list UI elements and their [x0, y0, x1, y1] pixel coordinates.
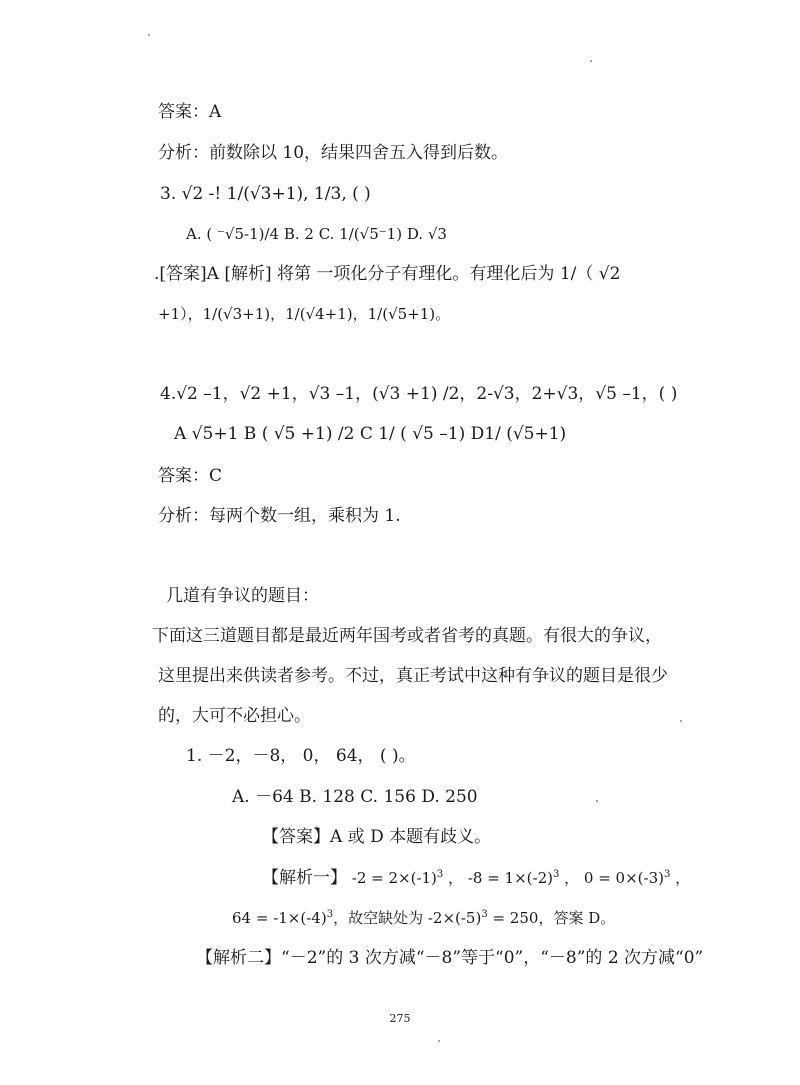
disputed-question-1-options: A. －64 B. 128 C. 156 D. 250: [232, 787, 478, 807]
question-4-options: A √5+1 B ( √5 +1) /2 C 1/ ( √5 –1) D1/ (√5+1): [174, 424, 567, 444]
solution-one-line-1: [262, 866, 690, 890]
question-3-options: A. ( ⁻√5-1)/4 B. 2 C. 1/(√5⁻1) D. √3: [186, 225, 447, 243]
intro-paragraph-line-2: 这里提出来供读者参考。不过，真正考试中这种有争议的题目是很少: [158, 666, 668, 686]
disputed-question-1-answer: 【答案】A 或 D 本题有歧义。: [262, 827, 492, 847]
question-3-answer: .[答案]A [解析] 将第 一项化分子有理化。有理化后为 1/（ √2: [154, 264, 621, 284]
solution-two-line-1: 【解析二】“－2”的 3 次方减“－8”等于“0”，“－8”的 2 次方减“0”: [196, 948, 704, 968]
question-3: 3. √2 -! 1/(√3+1), 1/3, ( ): [160, 184, 371, 204]
scan-speck: [596, 800, 598, 802]
scan-speck: [590, 60, 592, 62]
disputed-question-1: 1. －2，－8， 0， 64， ( )。: [186, 746, 416, 766]
scan-speck: [438, 1040, 440, 1042]
scan-speck: [148, 34, 150, 36]
page-number: 275: [389, 1012, 411, 1025]
scan-speck: [680, 720, 682, 722]
analysis-line-1: 分析：前数除以 10，结果四舍五入得到后数。: [158, 143, 509, 163]
intro-paragraph-line-3: 的，大可不必担心。: [158, 706, 311, 726]
analysis-line-2: 分析：每两个数一组，乘积为 1.: [158, 506, 401, 526]
equation-neg2: $-2 = 2\times(-1)^3$ ， $-8 = 1\times(-2)^3$ ， $0 = 0\times(-3)^3$ ，: [347, 869, 691, 887]
section-heading: 几道有争议的题目：: [166, 586, 319, 606]
question-3-answer-cont: +1），1/(√3+1)，1/(√4+1)，1/(√5+1)。: [158, 305, 451, 323]
solution-one-label: 【解析一】: [262, 868, 347, 888]
intro-paragraph-line-1: 下面这三道题目都是最近两年国考或者省考的真题。有很大的争议，: [152, 626, 662, 646]
answer-line-a: 答案：A: [158, 102, 222, 122]
question-4: 4.√2 –1，√2 +1，√3 –1，(√3 +1) /2，2-√3，2+√3，√5 –1，( ): [160, 384, 678, 404]
answer-line-c: 答案：C: [158, 466, 223, 486]
solution-one-line-2: $64 = -1\times(-4)^3$，故空缺处为 $-2\times(-5)^3 = 250$，答案 D。: [232, 909, 616, 927]
